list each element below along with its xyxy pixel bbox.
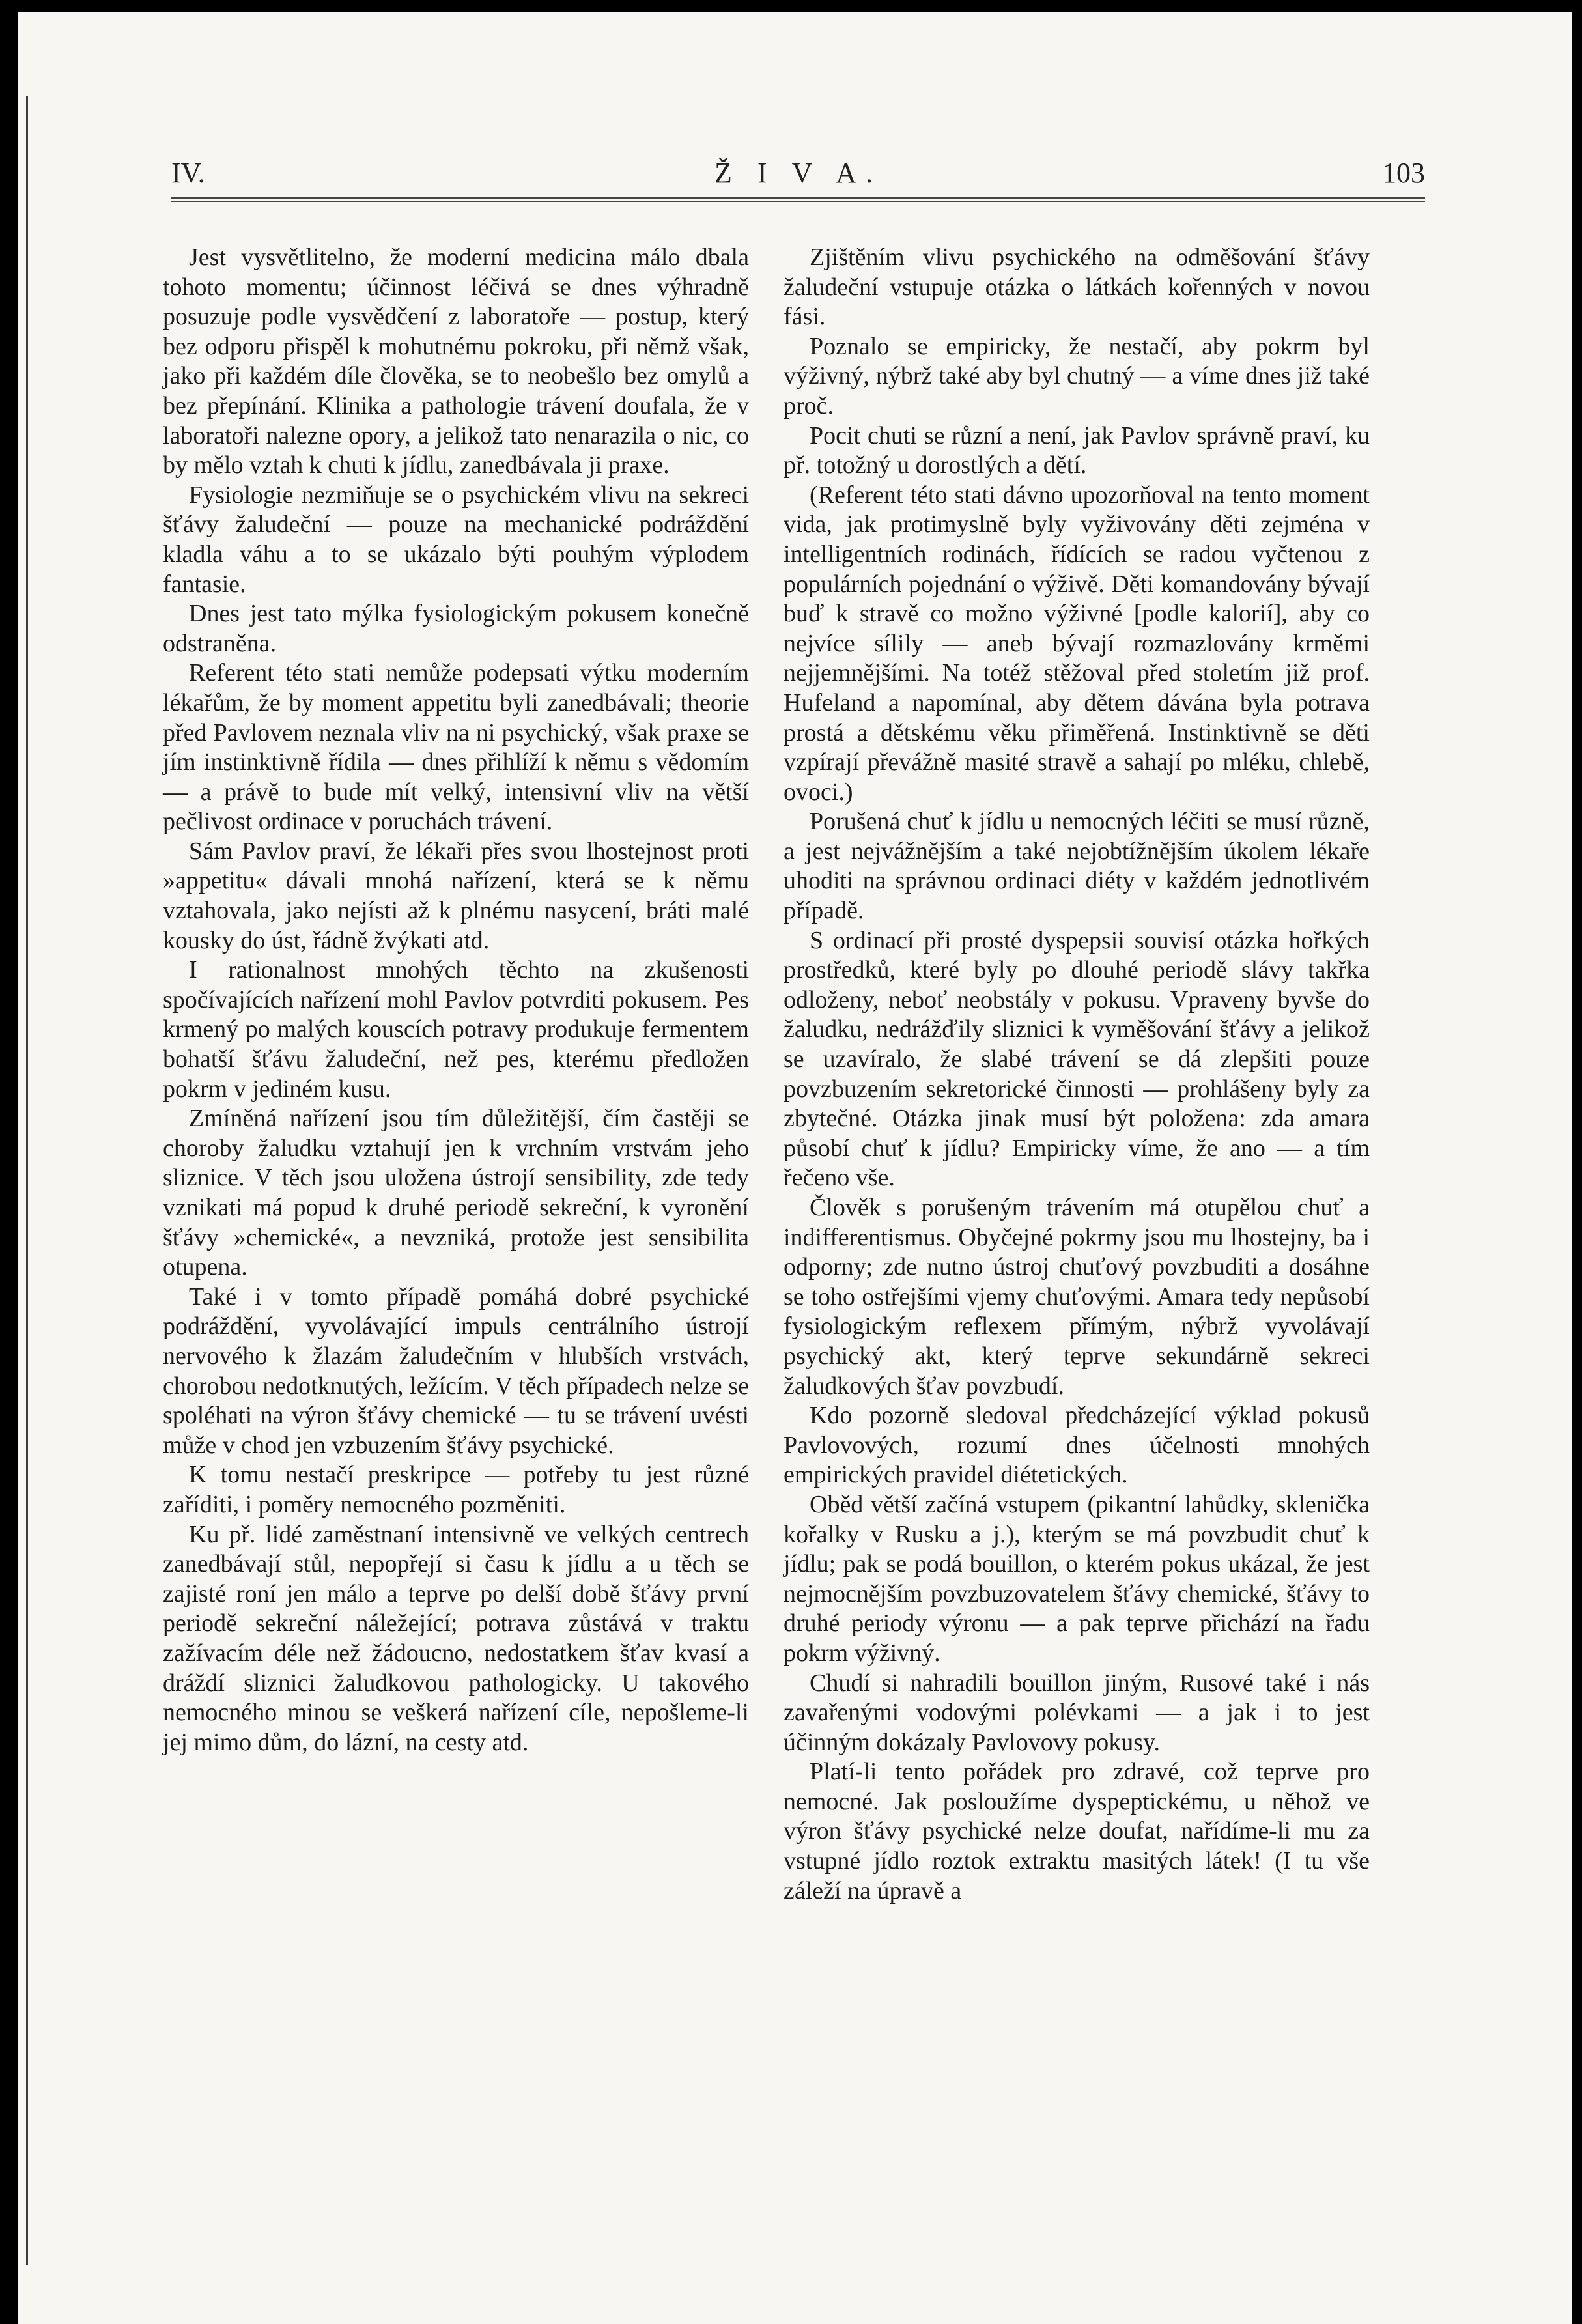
paragraph: Porušená chuť k jídlu u nemocných léčiti se musí různě, a jest nejvážnějším a také nejobtížnějším úkolem lékaře uhoditi na správnou ordinaci diéty v každém jednotlivém případě. [784,808,1370,925]
paragraph: Referent této stati nemůže podepsati výtku moderním lékařům, že by moment appetitu byli zanedbávali; theorie před Pavlovem neznala vliv na ni psychický, však praxe se jím instinktivně řídila — dnes přihlíží k němu s vědomím — a právě to bude mít velký, intensivní vliv na větší pečlivost ordinace v poruchách trávení. [163,659,749,836]
paragraph: Fysiologie nezmiňuje se o psychickém vlivu na sekreci šťávy žaludeční — pouze na mechanické podráždění kladla váhu a to se ukázalo býti pouhým výplodem fantasie. [163,481,749,598]
paragraph: Dnes jest tato mýlka fysiologickým pokusem konečně odstraněna. [163,600,749,657]
paragraph: Platí-li tento pořádek pro zdravé, což teprve pro nemocné. Jak posloužíme dyspeptickému, u něhož ve výron šťávy psychické nelze doufat, nařídíme-li mu za vstupné jídlo roztok extraktu masitých látek! (I tu vše záleží na úpravě a [784,1758,1370,1905]
right-column [784,243,1370,1906]
running-header [171,156,1425,202]
header-double-rule [171,197,1425,202]
paragraph: Sám Pavlov praví, že lékaři přes svou lhostejnost proti »appetitu« dávali mnohá nařízení, která se k němu vztahovala, jako nejísti až k plnému nasycení, bráti malé kousky do úst, řádně žvýkati atd. [163,837,749,954]
page [18,12,1572,2324]
paragraph: Poznalo se empiricky, že nestačí, aby pokrm byl výživný, nýbrž také aby byl chutný — a víme dnes již také proč. [784,332,1370,419]
paragraph: Člověk s porušeným trávením má otupělou chuť a indifferentismus. Obyčejné pokrmy jsou mu lhostejny, ba i odporny; zde nutno ústroj chuťový povzbuditi a dosáhne se toho ostřejšími vjemy chuťovými. Amara tedy nepůsobí fysiologickým reflexem přímým, nýbrž vyvolávají psychický akt, který teprve sekundárně sekreci žaludkových šťav povzbudí. [784,1194,1370,1400]
paragraph: Oběd větší začíná vstupem (pikantní lahůdky, sklenička kořalky v Rusku a j.), kterým se má povzbudit chuť k jídlu; pak se podá bouillon, o kterém pokus ukázal, že jest nejmocnějším povzbuzovatelem šťávy chemické, šťávy to druhé periody výronu — a pak teprve přichází na řadu pokrm výživný. [784,1490,1370,1667]
paragraph: Pocit chuti se různí a není, jak Pavlov správně praví, ku př. totožný u dorostlých a dětí. [784,421,1370,479]
paragraph: S ordinací při prosté dyspepsii souvisí otázka hořkých prostředků, které byly po dlouhé periodě slávy takřka odloženy, neboť neobstály v pokusu. Vpraveny byvše do žaludku, nedrážďily sliznici k vyměšování šťávy a jelikož se uzavíralo, že slabé trávení se dá zlepšiti pouze povzbuzením sekretorické činnosti — prohlášeny byly za zbytečné. Otázka jinak musí být položena: zda amara působí chuť k jídlu? Empiricky víme, že ano — a tím řečeno vše. [784,926,1370,1192]
paragraph: Jest vysvětlitelno, že moderní medicina málo dbala tohoto momentu; účinnost léčivá se dnes výhradně posuzuje podle vysvědčení z laboratoře — postup, který bez odporu přispěl k mohutnému pokroku, při němž však, jako při každém díle člověka, se to neobešlo bez omylů a bez přepínání. Klinika a pathologie trávení doufala, že v laboratoři nalezne opory, a jelikož tato nenarazila o nic, co by mělo vztah k chuti k jídlu, zanedbávala ji praxe. [163,244,749,479]
paragraph: (Referent této stati dávno upozorňoval na tento moment vida, jak protimyslně byly vyživovány děti zejména v intelligentních rodinách, řídících se radou vyčtenou z populárních pojednání o výživě. Děti komandovány bývají buď k stravě co možno výživné [podle kalorií], aby co nejvíce sílily — aneb bývají rozmazlovány krměmi nejjemnějšími. Na totéž stěžoval před stoletím již prof. Hufeland a napomínal, aby dětem dávána byla potrava prostá a dětskému věku přiměřená. Instinktivně se děti vzpírají převážně masité stravě a sahají po mléku, chlebě, ovoci.) [784,481,1370,806]
paragraph: Zmíněná nařízení jsou tím důležitější, čím častěji se choroby žaludku vztahují jen k vrchním vrstvám jeho sliznice. V těch jsou uložena ústrojí sensibility, zde tedy vznikati má popud k druhé periodě sekreční, k vyronění šťávy »chemické«, a nevzniká, protože jest sensibilita otupena. [163,1105,749,1281]
page-edge-rule [26,96,28,2265]
page-number: 103 [1382,157,1425,189]
paragraph: Ku př. lidé zaměstnaní intensivně ve velkých centrech zanedbávají stůl, nepopřejí si času k jídlu a u těch se zajisté roní jen málo a teprve po delší době šťávy první periodě sekreční náležející; potrava zůstává v traktu zažívacím déle než žádoucno, nedostatkem šťav kvasí a dráždí sliznici žaludkovou pathologicky. U takového nemocného minou se veškerá nařízení cíle, nepošleme-li jej mimo dům, do lázní, na cesty atd. [163,1520,749,1756]
left-column [163,243,749,1757]
paragraph: K tomu nestačí preskripce — potřeby tu jest různé zaříditi, i poměry nemocného pozměniti. [163,1461,749,1518]
journal-title: Ž I V A. [714,157,883,189]
volume-number: IV. [171,157,205,189]
paragraph: Chudí si nahradili bouillon jiným, Rusové také i nás zavařenými vodovými polévkami — a jak i to jest účinným dokázaly Pavlovovy pokusy. [784,1669,1370,1756]
paragraph: I rationalnost mnohých těchto na zkušenosti spočívajících nařízení mohl Pavlov potvrditi pokusem. Pes krmený po malých kouscích potravy produkuje fermentem bohatší šťávu žaludeční, než pes, kterému předložen pokrm v jediném kusu. [163,956,749,1103]
paragraph: Také i v tomto případě pomáhá dobré psychické podráždění, vyvolávající impuls centrálního ústrojí nervového k žlazám žaludečním v hlubších vrstvách, chorobou nedotknutých, ležícím. V těch případech nelze se spoléhati na výron šťávy chemické — tu se trávení uvésti může v chod jen vzbuzením šťávy psychické. [163,1282,749,1459]
paragraph: Zjištěním vlivu psychického na odměšování šťávy žaludeční vstupuje otázka o látkách kořenných v novou fási. [784,244,1370,331]
paragraph: Kdo pozorně sledoval předcházející výklad pokusů Pavlovových, rozumí dnes účelnosti mnohých empirických pravidel diétetických. [784,1402,1370,1489]
